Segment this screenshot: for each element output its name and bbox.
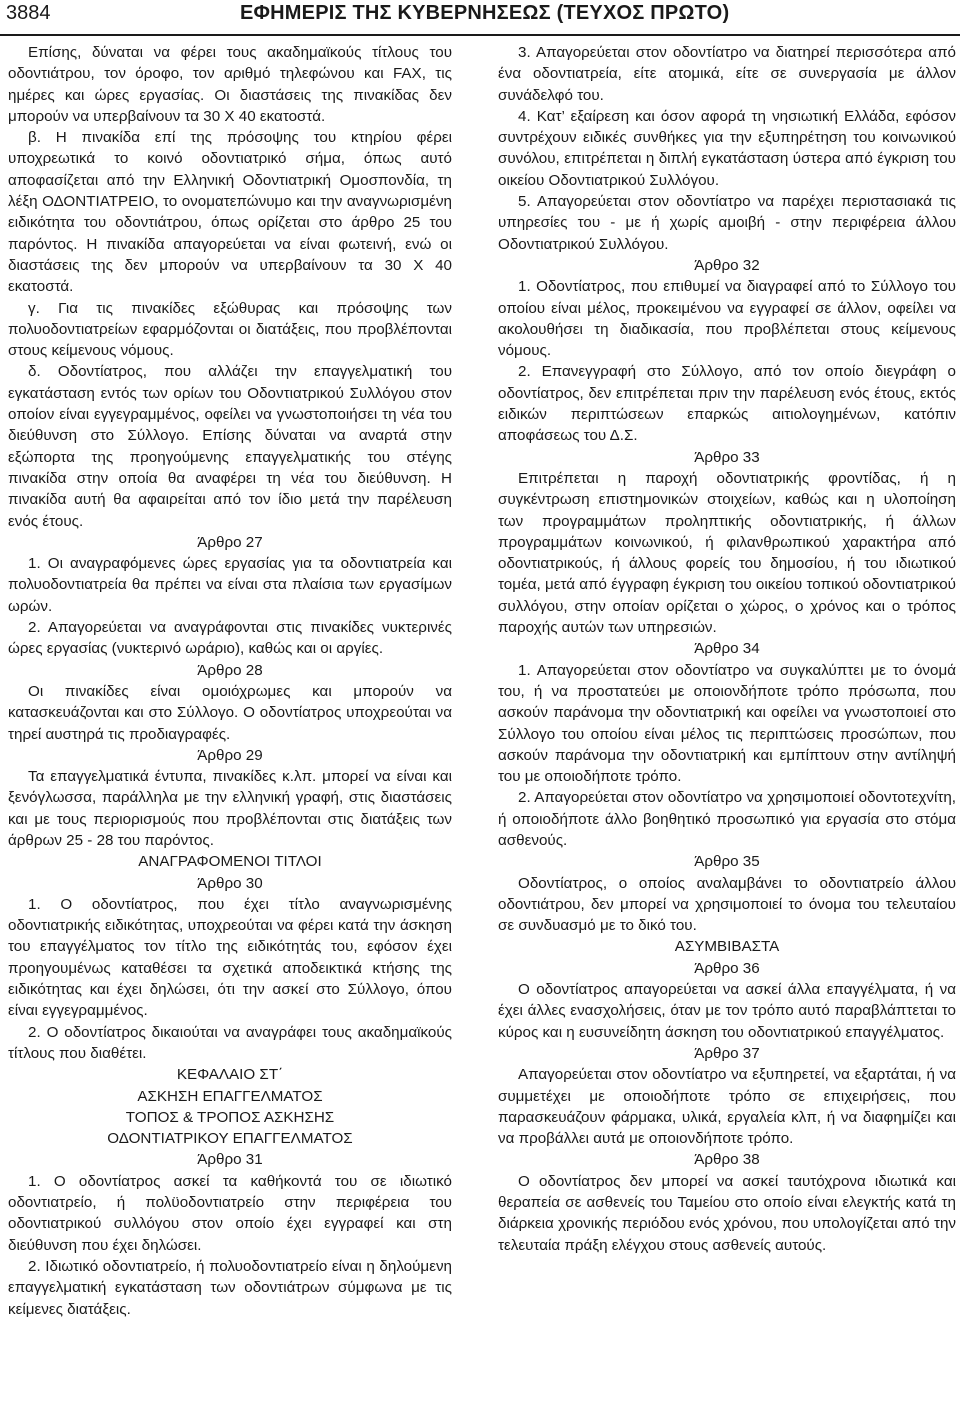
paragraph: 2. Επανεγγραφή στο Σύλλογο, από τον οποίο διεγράφη ο οδοντίατρος, δεν επιτρέπεται πριν την παρέλευση ενός έτους, εκτός ειδικών περιπτώσεων επαρκώς αιτιολογημένων, κατόπιν αποφάσεως του Δ.Σ. xyxy=(498,363,956,445)
paragraph: Ο οδοντίατρος απαγορεύεται να ασκεί άλλα επαγγέλματα, ή να έχει άλλες ενασχολήσεις, όταν με τον τρόπο αυτό παραβλάπτεται το κύρος και η ευσυνείδητη άσκηση του οδοντιατρικού επαγγέλματος. xyxy=(498,981,956,1041)
paragraph: γ. Για τις πινακίδες εξώθυρας και πρόσοψης των πολυοδοντιατρείων εφαρμόζονται οι διατάξεις, που προβλέπονται στους κείμενους νόμους. xyxy=(8,299,452,360)
section-heading: Άρθρο 31 xyxy=(197,1151,263,1169)
section-heading: ΟΔΟΝΤΙΑΤΡΙΚΟΥ ΕΠΑΓΓΕΛΜΑΤΟΣ xyxy=(107,1130,353,1148)
paragraph: 1. Ο οδοντίατρος, που έχει τίτλο αναγνωρισμένης οδοντιατρικής ειδικότητας, υποχρεούται να φέρει κατά την άσκηση του επαγγέλματος τον τίτλο της ειδικότητάς του, εφόσον έχει προηγουμένως καταθέσει τα σχετικά αποδεικτικά κτήσης της ειδικότητας και έχει δηλώσει, ότι την ασκεί στο Σύλλογο, όπου είναι εγγεγραμμένος. xyxy=(8,895,452,1020)
section-heading: Άρθρο 34 xyxy=(694,640,760,658)
paragraph: Ο οδοντίατρος δεν μπορεί να ασκεί ταυτόχρονα ιδιωτικά και θεραπεία σε ασθενείς του Ταμείου στο οποίο είναι ελεγκτής κατά τη διάρκεια χρονικής περιόδου ενός χρόνου, που υπολογίζεται από την τελευταία πράξη ελέγχου στους ασθενείς αυτούς. xyxy=(498,1172,956,1254)
paragraph: δ. Οδοντίατρος, που αλλάζει την επαγγελματική του εγκατάσταση εντός των ορίων του Οδοντιατρικού Συλλόγου στον οποίον είναι εγγεγραμμένος, οφείλει να γνωστοποιήσει τη νέα του διεύθυνση στο Σύλλογο. Επίσης δύναται να αναρτά στην εξώπορτα της προηγούμενης επαγγελματικής του στέγης πινακίδα στην οποία θα αναφέρει τη νέα του διεύθυνση. Η πινακίδα αυτή θα αφαιρείται από τον ίδιο μετά την παρέλευση ενός έτους. xyxy=(8,363,452,530)
paragraph: 3. Απαγορεύεται στον οδοντίατρο να διατηρεί περισσότερα από ένα οδοντιατρεία, είτε ατομικά, είτε σε συνεργασία με άλλον συνάδελφό του. xyxy=(498,44,956,104)
section-heading: Άρθρο 37 xyxy=(694,1044,760,1062)
journal-title: ΕΦΗΜΕΡΙΣ ΤΗΣ ΚΥΒΕΡΝΗΣΕΩΣ (ΤΕΥΧΟΣ ΠΡΩΤΟ) xyxy=(240,2,730,24)
paragraph: 1. Ο οδοντίατρος ασκεί τα καθήκοντά του σε ιδιωτικό οδοντιατρείο, ή πολϋοδοντιατρείο στην περιφέρεια του οδοντιατρικού συλλόγου στον οποίο έχει εγγραφεί και στη διεύθυνση που έχει δηλώσει. xyxy=(8,1172,452,1254)
section-heading: ΑΝΑΓΡΑΦΟΜΕΝΟΙ ΤΙΤΛΟΙ xyxy=(138,853,322,871)
section-heading: Άρθρο 35 xyxy=(694,853,760,871)
right-column xyxy=(498,42,956,1256)
paragraph: 2. Ιδιωτικό οδοντιατρείο, ή πολυοδοντιατρείο είναι η δηλούμενη επαγγελματική εγκατάσταση των οδοντιάτρων σύμφωνα με τις κείμενες διατάξεις. xyxy=(8,1257,452,1318)
section-heading: Άρθρο 38 xyxy=(694,1151,760,1169)
paragraph: Απαγορεύεται στον οδοντίατρο να εξυπηρετεί, να εξαρτάται, ή να συμμετέχει με οποιοδήποτε τρόπο σε επιχειρήσεις, που παρασκευάζουν φάρμακα, υλικά, εργαλεία κλπ, ή να διαφημίζει και να προβάλλει αυτά με οποιονδήποτε τρόπο. xyxy=(498,1066,956,1148)
paragraph: 2. Ο οδοντίατρος δικαιούται να αναγράφει τους ακαδημαϊκούς τίτλους που διαθέτει. xyxy=(8,1023,452,1062)
paragraph: Επιτρέπεται η παροχή οδοντιατρικής φροντίδας, ή η συγκέντρωση επιστημονικών στοιχείων, καθώς και η υλοποίηση των προγραμμάτων προληπτικής οδοντιατρικής, ή άλλων προγραμμάτων κοινωνικού, ή φιλανθρωπικού χαρακτήρα από οδοντιατρικούς, ή άλλους φορείς του δημοσίου, ή του ιδιωτικού τομέα, μετά από έγγραφη έγκριση του οικείου τοπικού οδοντιατρικού συλλόγου, στην οποίαν ορίζεται ο χώρος, ο χρόνος και ο τρόπος παροχής αυτών των υπηρεσιών. xyxy=(498,469,956,637)
section-heading: Άρθρο 32 xyxy=(694,256,760,274)
section-heading: ΤΟΠΟΣ & ΤΡΟΠΟΣ ΑΣΚΗΣΗΣ xyxy=(125,1108,335,1126)
paragraph: Οδοντίατρος, ο οποίος αναλαμβάνει το οδοντιατρείο άλλου οδοντιάτρου, δεν μπορεί να χρησιμοποιεί το όνομα του τελευταίου σε συνδυασμό με το δικό του. xyxy=(498,874,956,935)
paragraph: 2. Απαγορεύεται να αναγράφονται στις πινακίδες νυκτερινές ώρες εργασίας (νυκτερινό ωράριο), καθώς και οι αργίες. xyxy=(8,619,452,658)
section-heading: ΑΣΥΜΒΙΒΑΣΤΑ xyxy=(674,938,780,956)
paragraph: Τα επαγγελματικά έντυπα, πινακίδες κ.λπ. μπορεί να είναι και ξενόγλωσσα, παράλληλα με την ελληνική γραφή, στις διαστάσεις και με τους περιορισμούς που προβλέπονται στις διατάξεις των άρθρων 25 - 28 του παρόντος. xyxy=(8,768,452,849)
paragraph: Οι πινακίδες είναι ομοιόχρωμες και μπορούν να κατασκευάζονται και στο Σύλλογο. Ο οδοντίατρος υποχρεούται να τηρεί αυστηρά τις προδιαγραφές. xyxy=(8,682,452,743)
section-heading: Άρθρο 33 xyxy=(694,448,760,466)
paragraph: Επίσης, δύναται να φέρει τους ακαδημαϊκούς τίτλους του οδοντιάτρου, τον όροφο, τον αριθμό τηλεφώνου και FAX, τις ημέρες και ώρες εργασίας. Οι διαστάσεις της πινακίδας δεν μπορούν να υπερβαίνουν τα 30 Χ 40 εκατοστά. xyxy=(8,44,452,125)
paragraph: 1. Οι αναγραφόμενες ώρες εργασίας για τα οδοντιατρεία και πολυοδοντιατρεία θα πρέπει να είναι στα πλαίσια των εργασίμων ωρών. xyxy=(8,555,452,615)
paragraph: 5. Απαγορεύεται στον οδοντίατρο να παρέχει περιστασιακά τις υπηρεσίες του - με ή χωρίς αμοιβή - στην περιφέρεια άλλου Οδοντιατρικού Συλλόγου. xyxy=(498,193,956,253)
paragraph: 1. Οδοντίατρος, που επιθυμεί να διαγραφεί από το Σύλλογο του οποίου είναι μέλος, προκειμένου να εγγραφεί σε άλλον, οφείλει να ακολουθήσει τη διαδικασία, που προβλέπεται στους κείμενους νόμους. xyxy=(498,278,956,360)
section-heading: Άρθρο 30 xyxy=(197,874,263,892)
left-column xyxy=(8,42,452,1320)
page-header xyxy=(0,0,960,36)
paragraph: 2. Απαγορεύεται στον οδοντίατρο να χρησιμοποιεί οδοντοτεχνίτη, ή οποιοδήποτε άλλο βοηθητικό προσωπικό για εργασία στο στόμα ασθενούς. xyxy=(498,789,956,849)
section-heading: Άρθρο 28 xyxy=(197,661,263,679)
section-heading: ΚΕΦΑΛΑΙΟ ΣΤ΄ xyxy=(176,1066,284,1084)
paragraph: 4. Κατ’ εξαίρεση και όσον αφορά τη νησιωτική Ελλάδα, εφόσον συντρέχουν ειδικές συνθήκες για την εξυπηρέτηση του κοινωνικού συνόλου, επιτρέπεται η διπλή εγκατάσταση ύστερα από έγκριση του οικείου Οδοντιατρικού Συλλόγου. xyxy=(498,107,956,189)
page-number: 3884 xyxy=(6,2,51,24)
section-heading: ΑΣΚΗΣΗ ΕΠΑΓΓΕΛΜΑΤΟΣ xyxy=(137,1087,323,1105)
paragraph: 1. Απαγορεύεται στον οδοντίατρο να συγκαλύπτει με το όνομά του, ή να προστατεύει με οποιονδήποτε τρόπο πρόσωπα, που ασκούν παράνομα την οδοντιατρική και οφείλει να γνωστοποιεί στο Σύλλογο του οποίου είναι μέλος τις περιπτώσεις προσώπων, που ασκούν παράνομα την οδοντιατρική και εμπίπτουν στην αντίληψή του με οποιοδήποτε τρόπο. xyxy=(498,661,956,786)
section-heading: Άρθρο 29 xyxy=(197,746,263,764)
paragraph: β. Η πινακίδα επί της πρόσοψης του κτηρίου φέρει υποχρεωτικά το κοινό οδοντιατρικό σήμα, όπως αυτό αποφασίζεται από την Ελληνική Οδοντιατρική Ομοσπονδία, τη λέξη ΟΔΟΝΤΙΑΤΡΕΙΟ, το ονοματεπώνυμο και την αναγνωρισμένη ειδικότητα του οδοντιάτρου, όπως ορίζεται στο άρθρο 25 του παρόντος. Η πινακίδα απαγορεύεται να είναι φωτεινή, ενώ οι διαστάσεις της δεν μπορούν να υπερβαίνουν τα 30 Χ 40 εκατοστά. xyxy=(8,129,452,296)
section-heading: Άρθρο 27 xyxy=(197,533,263,551)
section-heading: Άρθρο 36 xyxy=(694,959,760,977)
